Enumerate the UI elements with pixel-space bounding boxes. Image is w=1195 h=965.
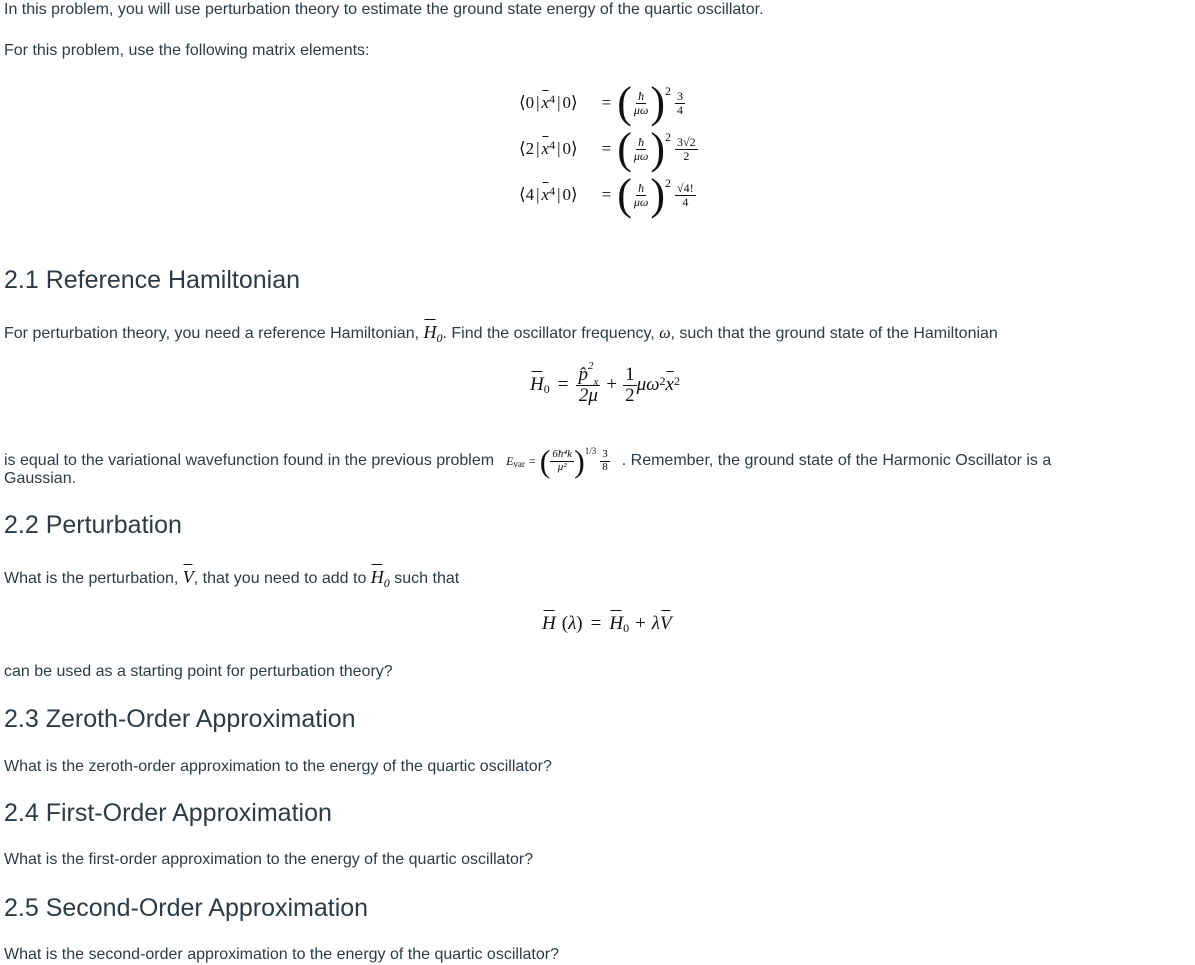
section-question: What is the first-order approximation to the energy of the quartic oscillator? xyxy=(4,851,534,868)
intro-text: In this problem, you will use perturbation theory to estimate the ground state energy of the quartic oscillator. xyxy=(4,1,764,18)
section-heading: 2.3 Zeroth-Order Approximation xyxy=(4,705,356,733)
section-heading: 2.4 First-Order Approximation xyxy=(4,799,332,827)
section-heading: 2.5 Second-Order Approximation xyxy=(4,894,369,922)
section-heading: 2.1 Reference Hamiltonian xyxy=(4,266,300,294)
section-2-1-end: Gaussian. xyxy=(4,470,77,487)
section-2-1-continued: is equal to the variational wavefunction found in the previous problem E var = ( $\frac{\text{6ħ⁴k}}{\text{μ²}}$ ) 1/3 $\frac{3}{8}$ . Remember, the ground state of the Harmonic Oscillator is a xyxy=(4,443,1052,479)
matrix-element-row: ⟨ 0 | x 4 | 0 ⟩ = ( $\frac{ħ}{\mu\omega}$ ) 2 $\frac{3}{4}$ xyxy=(519,78,684,127)
section-2-1-paragraph: For perturbation theory, you need a reference Hamiltonian, $H_0$. Find the oscillator frequency, ω, such that the ground state of the Hamiltonian xyxy=(4,322,998,345)
section-heading: 2.2 Perturbation xyxy=(4,511,182,539)
matrix-element-row: ⟨ 4 | x 4 | 0 ⟩ = ( $\frac{ħ}{\mu\omega}$ ) 2 $\frac{√4!}{4}$ xyxy=(519,170,694,219)
perturbed-hamiltonian-equation: H ( λ ) = H 0 + λ V xyxy=(542,613,672,635)
section-2-2-paragraph: What is the perturbation, V, that you need to add to $H_0$ such that xyxy=(4,567,460,590)
section-question: What is the second-order approximation to the energy of the quartic oscillator? xyxy=(4,946,559,963)
reference-hamiltonian-equation: H 0 = $\frac{p̂^2_x}{2\mu}$ + $\frac{1}{2}$ μω 2 x 2 xyxy=(530,360,680,406)
matrix-elements-intro: For this problem, use the following matrix elements: xyxy=(4,42,370,59)
matrix-element-row: ⟨ 2 | x 4 | 0 ⟩ = ( $\frac{ħ}{\mu\omega}$ ) 2 $\frac{3√2}{2}$ xyxy=(519,124,696,173)
section-question: What is the zeroth-order approximation to the energy of the quartic oscillator? xyxy=(4,758,552,775)
evar-formula: E var = ( $\frac{\text{6ħ⁴k}}{\text{μ²}}$ ) 1/3 $\frac{3}{8}$ xyxy=(506,443,608,479)
section-2-2-end: can be used as a starting point for perturbation theory? xyxy=(4,663,393,680)
matrix-elements-equations xyxy=(519,80,698,218)
